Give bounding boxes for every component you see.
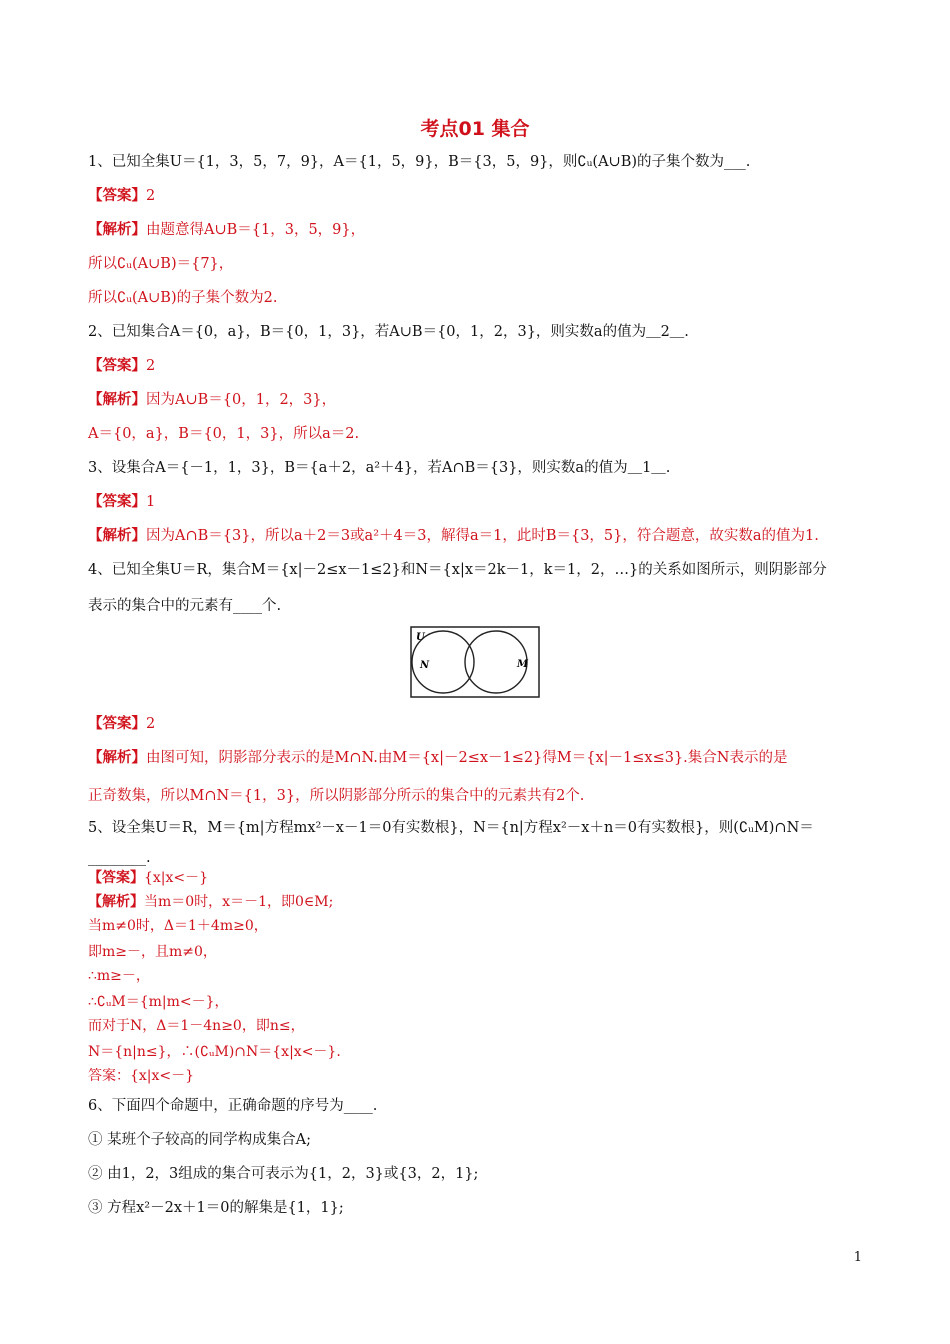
line-text: 4、已知全集U＝R，集合M＝{x|－2≤x－1≤2}和N＝{x|x＝2k－1，k＝1，2，…}的关系如图所示，则阴影部分	[88, 562, 827, 578]
text-line	[88, 322, 878, 342]
answer-tag: 【解析】	[88, 527, 146, 544]
text-line	[88, 220, 878, 240]
line-text: N＝{n|n≤}，∴(∁ᵤM)∩N＝{x|x<－}.	[88, 1044, 341, 1060]
venn-label-u: U	[416, 632, 425, 643]
line-text: 当m＝0时，x＝－1，即0∈M;	[144, 894, 334, 910]
line-text: 所以∁ᵤ(A∪B)的子集个数为2.	[88, 290, 278, 306]
text-line	[88, 390, 878, 410]
answer-tag: 【答案】	[88, 715, 146, 732]
line-text: ∴∁ᵤM＝{m|m<－}，	[88, 994, 229, 1010]
line-text: 2	[146, 188, 156, 204]
text-line	[88, 1096, 878, 1116]
text-line	[88, 424, 878, 444]
line-text: 表示的集合中的元素有____个.	[88, 598, 282, 614]
line-text: 由图可知，阴影部分表示的是M∩N.由M＝{x|－2≤x－1≤2}得M＝{x|－1≤x≤3}.集合N表示的是	[146, 750, 788, 766]
text-line	[88, 1130, 878, 1150]
line-text: 由题意得A∪B＝{1，3，5，9}，	[146, 222, 366, 238]
answer-tag: 【答案】	[88, 870, 144, 886]
text-line	[88, 1042, 878, 1062]
line-text: 当m≠0时，Δ＝1＋4m≥0，	[88, 918, 268, 934]
text-line	[88, 492, 878, 512]
text-line	[88, 818, 878, 838]
line-text: 1	[146, 494, 156, 510]
text-line	[88, 186, 878, 206]
text-line	[88, 892, 878, 912]
text-line	[88, 786, 878, 806]
line-text: ① 某班个子较高的同学构成集合A;	[88, 1132, 311, 1148]
line-text: 5、设全集U＝R，M＝{m|方程mx²－x－1＝0有实数根}，N＝{n|方程x²－x＋n＝0有实数根}，则(∁ᵤM)∩N＝	[88, 820, 814, 836]
page-title: 考点01 集合	[420, 118, 530, 140]
answer-tag: 【解析】	[88, 749, 146, 766]
line-text: ③ 方程x²－2x＋1＝0的解集是{1，1};	[88, 1200, 344, 1216]
line-text: 即m≥－，且m≠0，	[88, 944, 217, 960]
line-text: 而对于N，Δ＝1－4n≥0，即n≤，	[88, 1018, 305, 1034]
text-line	[88, 1016, 878, 1036]
venn-diagram	[410, 626, 540, 698]
answer-tag: 【答案】	[88, 357, 146, 374]
text-line	[88, 714, 878, 734]
text-line	[88, 152, 878, 172]
line-text: 因为A∩B＝{3}，所以a＋2＝3或a²＋4＝3，解得a＝1，此时B＝{3，5}，符合题意，故实数a的值为1.	[146, 528, 819, 544]
line-text: 6、下面四个命题中，正确命题的序号为____.	[88, 1098, 378, 1114]
line-text: 所以∁ᵤ(A∪B)＝{7}，	[88, 256, 234, 272]
text-line	[88, 748, 878, 768]
answer-tag: 【答案】	[88, 493, 146, 510]
answer-tag: 【解析】	[88, 894, 144, 910]
line-text: A＝{0，a}，B＝{0，1，3}，所以a＝2.	[88, 426, 360, 442]
venn-label-n: N	[420, 660, 430, 671]
text-line	[88, 356, 878, 376]
text-line	[88, 992, 878, 1012]
text-line	[88, 458, 878, 478]
page-number: 1	[853, 1250, 862, 1265]
line-text: 答案：{x|x<－}	[88, 1068, 195, 1084]
text-line	[88, 1198, 878, 1218]
text-line	[88, 1164, 878, 1184]
answer-tag: 【解析】	[88, 221, 146, 238]
line-text: 正奇数集，所以M∩N＝{1，3}，所以阴影部分所示的集合中的元素共有2个.	[88, 788, 585, 804]
text-line	[88, 916, 878, 936]
line-text: 2、已知集合A＝{0，a}，B＝{0，1，3}，若A∪B＝{0，1，2，3}，则实数a的值为＿2＿.	[88, 324, 689, 340]
answer-tag: 【解析】	[88, 391, 146, 408]
line-text: 2	[146, 358, 156, 374]
text-line	[88, 288, 878, 308]
text-line	[88, 254, 878, 274]
line-text: 3、设集合A＝{－1，1，3}，B＝{a＋2，a²＋4}，若A∩B＝{3}，则实数a的值为＿1＿.	[88, 460, 671, 476]
text-line	[88, 560, 878, 580]
line-text: ________.	[88, 850, 151, 866]
answer-tag: 【答案】	[88, 187, 146, 204]
line-text: 因为A∪B＝{0，1，2，3}，	[146, 392, 337, 408]
line-text: 2	[146, 716, 156, 732]
text-line	[88, 1066, 878, 1086]
text-line	[88, 848, 878, 868]
text-line	[88, 966, 878, 986]
text-line	[88, 868, 878, 888]
line-text: ∴m≥－，	[88, 968, 150, 984]
line-text: {x|x<－}	[144, 870, 209, 886]
line-text: ② 由1，2，3组成的集合可表示为{1，2，3}或{3，2，1};	[88, 1166, 479, 1182]
text-line	[88, 942, 878, 962]
venn-label-m: M	[517, 659, 529, 670]
text-line	[88, 596, 878, 616]
line-text: 1、已知全集U＝{1，3，5，7，9}，A＝{1，5，9}，B＝{3，5，9}，则∁ᵤ(A∪B)的子集个数为___.	[88, 154, 751, 170]
text-line	[88, 526, 878, 546]
